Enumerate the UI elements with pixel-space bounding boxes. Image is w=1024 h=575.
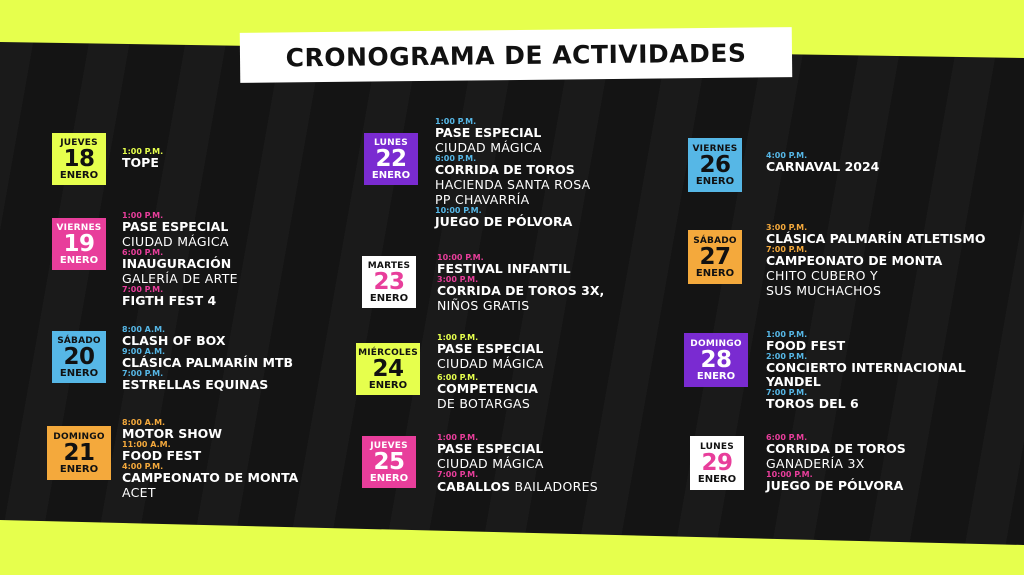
event-time: 3:00 P.M. [437, 275, 479, 284]
date-badge-18 [52, 133, 106, 185]
event-time: 8:00 A.M. [122, 325, 166, 334]
events-29 [766, 434, 906, 493]
event-name: JUEGO DE PÓLVORA [435, 214, 573, 229]
events-22 [435, 118, 591, 229]
page-title: CRONOGRAMA DE ACTIVIDADES [285, 38, 747, 72]
event-time: 11:00 A.M. [122, 440, 171, 449]
event-name: FESTIVAL INFANTIL [437, 261, 571, 276]
event-name: JUEGO DE PÓLVORA [766, 478, 904, 493]
event-name: PASE ESPECIAL [437, 341, 544, 356]
event-name: CLASH OF BOX [122, 333, 226, 348]
day-number: 26 [699, 151, 731, 178]
day-number: 29 [701, 449, 733, 476]
month: ENERO [696, 370, 736, 382]
event-time: 6:00 P.M. [435, 154, 477, 163]
month: ENERO [369, 292, 409, 304]
event-time: 7:00 P.M. [122, 369, 164, 378]
events-18 [122, 148, 163, 170]
events-21 [122, 419, 298, 500]
event-time: 8:00 A.M. [122, 418, 166, 427]
weekday: SÁBADO [57, 335, 101, 346]
events-25 [437, 434, 598, 494]
month: ENERO [371, 169, 411, 181]
event-detail: HACIENDA SANTA ROSA [435, 177, 591, 192]
event-time: 7:00 P.M. [437, 470, 479, 479]
day-number: 22 [375, 145, 407, 172]
events-20 [122, 326, 293, 392]
date-badge-27 [688, 230, 742, 284]
event-time: 9:00 A.M. [122, 347, 166, 356]
date-badge-21 [47, 426, 111, 480]
event-detail: CIUDAD MÁGICA [437, 356, 544, 371]
event-name-line [437, 479, 598, 494]
event-time: 2:00 P.M. [766, 352, 808, 361]
event-time: 10:00 P.M. [437, 253, 484, 262]
date-badge-22 [364, 133, 418, 185]
day-number: 27 [699, 243, 731, 270]
weekday: VIERNES [692, 143, 738, 154]
event-name: CAMPEONATO DE MONTA [122, 470, 299, 485]
event-time: 10:00 P.M. [435, 206, 482, 215]
events-27 [766, 224, 986, 298]
event-name: PASE ESPECIAL [437, 441, 544, 456]
weekday: LUNES [374, 137, 408, 148]
event-detail: SUS MUCHACHOS [766, 283, 882, 298]
month: ENERO [368, 379, 408, 391]
date-badge-29 [690, 436, 744, 490]
event-time: 7:00 P.M. [766, 245, 808, 254]
event-name: CABALLOS [437, 479, 511, 494]
events-19 [122, 212, 238, 308]
event-time: 1:00 P.M. [437, 333, 479, 342]
event-detail: NIÑOS GRATIS [437, 298, 530, 313]
weekday: DOMINGO [53, 431, 105, 442]
day-number: 18 [63, 145, 95, 172]
event-time: 1:00 P.M. [122, 211, 164, 220]
date-badge-26 [688, 138, 742, 192]
event-name: CAMPEONATO DE MONTA [766, 253, 943, 268]
event-time: 7:00 P.M. [766, 388, 808, 397]
event-time: 4:00 P.M. [122, 462, 164, 471]
weekday: SÁBADO [693, 235, 737, 246]
event-name: CORRIDA DE TOROS [435, 162, 575, 177]
weekday: JUEVES [60, 137, 98, 148]
event-name: CLÁSICA PALMARÍN MTB [122, 355, 294, 370]
date-badge-25 [362, 436, 416, 488]
weekday: MARTES [367, 260, 411, 271]
event-detail: GALERÍA DE ARTE [122, 271, 238, 286]
event-name: CARNAVAL 2024 [766, 159, 880, 174]
event-detail: GANADERÍA 3X [766, 456, 865, 471]
event-detail: CIUDAD MÁGICA [122, 234, 229, 249]
event-time: 4:00 P.M. [766, 151, 808, 160]
month: ENERO [59, 254, 99, 266]
date-badge-20 [52, 331, 106, 383]
event-name: PASE ESPECIAL [122, 219, 229, 234]
event-name: TOROS DEL 6 [766, 396, 859, 411]
event-detail: PP CHAVARRÍA [435, 192, 530, 207]
event-time: 6:00 P.M. [437, 373, 479, 382]
event-name: ESTRELLAS EQUINAS [122, 377, 269, 392]
weekday: LUNES [700, 441, 734, 452]
month: ENERO [59, 463, 99, 475]
event-time: 1:00 P.M. [766, 330, 808, 339]
day-number: 28 [700, 346, 732, 373]
date-badge-24 [356, 343, 420, 395]
weekday: DOMINGO [690, 338, 742, 349]
event-time: 1:00 P.M. [437, 433, 479, 442]
events-26 [766, 152, 879, 174]
event-name: CORRIDA DE TOROS [766, 441, 906, 456]
day-number: 23 [373, 268, 405, 295]
events-23 [437, 254, 604, 313]
month: ENERO [59, 169, 99, 181]
date-badge-19 [52, 218, 106, 270]
event-detail: CHITO CUBERO Y [766, 268, 878, 283]
event-detail-bold: YANDEL [766, 374, 821, 389]
event-name: MOTOR SHOW [122, 426, 223, 441]
event-name: FOOD FEST [122, 448, 202, 463]
event-name: FIGTH FEST 4 [122, 293, 217, 308]
event-name: CORRIDA DE TOROS 3X, [437, 283, 605, 298]
events-24 [437, 334, 544, 411]
day-number: 24 [372, 355, 404, 382]
event-time: 10:00 P.M. [766, 470, 813, 479]
event-time: 6:00 P.M. [122, 248, 164, 257]
weekday: JUEVES [370, 440, 408, 451]
month: ENERO [695, 175, 735, 187]
month: ENERO [697, 473, 737, 485]
event-detail: ACET [122, 485, 156, 500]
event-name: TOPE [122, 155, 159, 170]
event-time: 3:00 P.M. [766, 223, 808, 232]
weekday: MIÉRCOLES [358, 347, 418, 358]
event-name: INAUGURACIÓN [122, 256, 232, 271]
event-time: 1:00 P.M. [122, 147, 164, 156]
day-number: 21 [63, 439, 95, 466]
event-detail: DE BOTARGAS [437, 396, 531, 411]
title-banner [240, 27, 792, 83]
event-name: CLÁSICA PALMARÍN ATLETISMO [766, 231, 986, 246]
event-time: 6:00 P.M. [766, 433, 808, 442]
month: ENERO [695, 267, 735, 279]
events-28 [766, 331, 966, 411]
month: ENERO [59, 367, 99, 379]
day-number: 19 [63, 230, 95, 257]
event-name: COMPETENCIA [437, 381, 538, 396]
event-name-rest: BAILADORES [510, 479, 599, 494]
date-badge-28 [684, 333, 748, 387]
event-name: PASE ESPECIAL [435, 125, 542, 140]
event-detail: CIUDAD MÁGICA [435, 140, 542, 155]
event-name: FOOD FEST [766, 338, 846, 353]
day-number: 20 [63, 343, 95, 370]
event-name: CONCIERTO INTERNACIONAL [766, 360, 966, 375]
event-time: 1:00 P.M. [435, 117, 477, 126]
event-detail: CIUDAD MÁGICA [437, 456, 544, 471]
weekday: VIERNES [56, 222, 102, 233]
event-time: 7:00 P.M. [122, 285, 164, 294]
month: ENERO [369, 472, 409, 484]
day-number: 25 [373, 448, 405, 475]
date-badge-23 [362, 256, 416, 308]
